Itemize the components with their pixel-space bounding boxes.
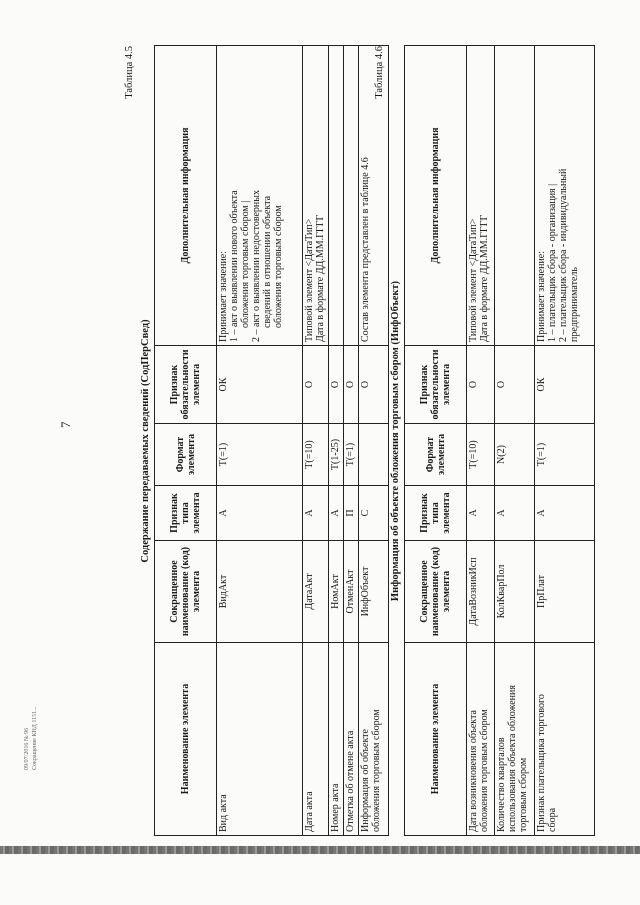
cell-req: О [303,346,329,424]
column-header: Сокращенное наименование (код) элемента [405,541,467,643]
column-header: Дополнительная информация [405,46,467,346]
page-number: 7 [58,421,73,428]
table-4-5 [154,45,389,836]
cell-format: T(=10) [467,424,495,486]
column-header: Наименование элемента [155,643,217,836]
table-4-6 [404,45,595,836]
table-4-5-title: Содержание передаваемых сведений (СодПерСвед) [140,319,151,563]
table-header-row [155,46,217,836]
column-header: Дополнительная информация [155,46,217,346]
column-header: Сокращенное наименование (код) элемента [155,541,217,643]
cell-req: О [467,346,495,424]
cell-req: О [495,346,535,424]
table-4-6-title: Информация об объекте обложения торговым сбором (ИнфОбъект) [390,280,401,602]
cell-req: ОК [217,346,303,424]
table-4-6-number: Таблица 4.6 [374,46,385,99]
table-row [329,46,344,836]
cell-name: Вид акта [217,643,303,836]
table-4-5-block [124,46,389,836]
cell-type: А [467,486,495,541]
cell-type: П [344,486,359,541]
cell-info [495,46,535,346]
cell-type: А [535,486,595,541]
cell-code: ОтменАкт [344,541,359,643]
cell-type: С [359,486,389,541]
table-row [467,46,495,836]
column-header: Формат элемента [155,424,217,486]
table-body [217,46,389,836]
cell-code: НомАкт [329,541,344,643]
cell-type: А [329,486,344,541]
table-row [344,46,359,836]
column-header: Признак типа элемента [155,486,217,541]
cell-info: Состав элемента представлен в таблице 4.6 [359,46,389,346]
cell-code: ДатаВозникИсп [467,541,495,643]
cell-req: О [359,346,389,424]
cell-name: Признак плательщика торгового сбора [535,643,595,836]
cell-type: А [495,486,535,541]
table-row [217,46,303,836]
table-4-6-block [374,46,595,836]
cell-info: Типовой элемент <ДатаТип> Дата в формате ДД.ММ.ГГГГ [467,46,495,346]
scan-artifact-bar [0,846,640,854]
cell-type: А [217,486,303,541]
rotated-sheet [106,46,586,836]
cell-name: Дата акта [303,643,329,836]
cell-name: Информация об объекте обложения торговым сбором [359,643,389,836]
cell-format: T(=1) [217,424,303,486]
column-header: Формат элемента [405,424,467,486]
cell-code: КолКварПол [495,541,535,643]
cell-format: T(=10) [303,424,329,486]
cell-format: T(1-25) [329,424,344,486]
cell-info: Принимает значение: 1 – плательщик сбора - организация | 2 – плательщик сбора - индивидуальный предприниматель [535,46,595,346]
margin-note: 09/07/2016 № 96 Сокращение КНД 1151... [24,706,38,770]
cell-format: T(=1) [535,424,595,486]
cell-format: N(2) [495,424,535,486]
cell-req: О [344,346,359,424]
cell-info: Типовой элемент <ДатаТип> Дата в формате ДД.ММ.ГГГГ [303,46,329,346]
cell-code: ПрПлат [535,541,595,643]
cell-type: А [303,486,329,541]
table-row [495,46,535,836]
table-body [467,46,595,836]
cell-req: О [329,346,344,424]
cell-name: Количество кварталов использования объекта обложения торговым сбором [495,643,535,836]
column-header: Признак типа элемента [405,486,467,541]
cell-name: Дата возникновения объекта обложения торговым сбором [467,643,495,836]
cell-code: ДатаАкт [303,541,329,643]
cell-info [344,46,359,346]
column-header: Признак обязательности элемента [405,346,467,424]
table-header-row [405,46,467,836]
table-row [535,46,595,836]
cell-req: ОК [535,346,595,424]
cell-name: Номер акта [329,643,344,836]
cell-name: Отметка об отмене акта [344,643,359,836]
table-4-5-number: Таблица 4.5 [124,46,135,99]
cell-code: ВидАкт [217,541,303,643]
table-row [303,46,329,836]
cell-code: ИнфОбъект [359,541,389,643]
cell-format: T(=1) [344,424,359,486]
cell-info [329,46,344,346]
column-header: Наименование элемента [405,643,467,836]
column-header: Признак обязательности элемента [155,346,217,424]
cell-info: Принимает значение: 1 – акт о выявлении нового объекта обложения торговым сбором | 2 – акт о выявлении недостоверных сведений в отношении объекта обложения торговым сбором [217,46,303,346]
